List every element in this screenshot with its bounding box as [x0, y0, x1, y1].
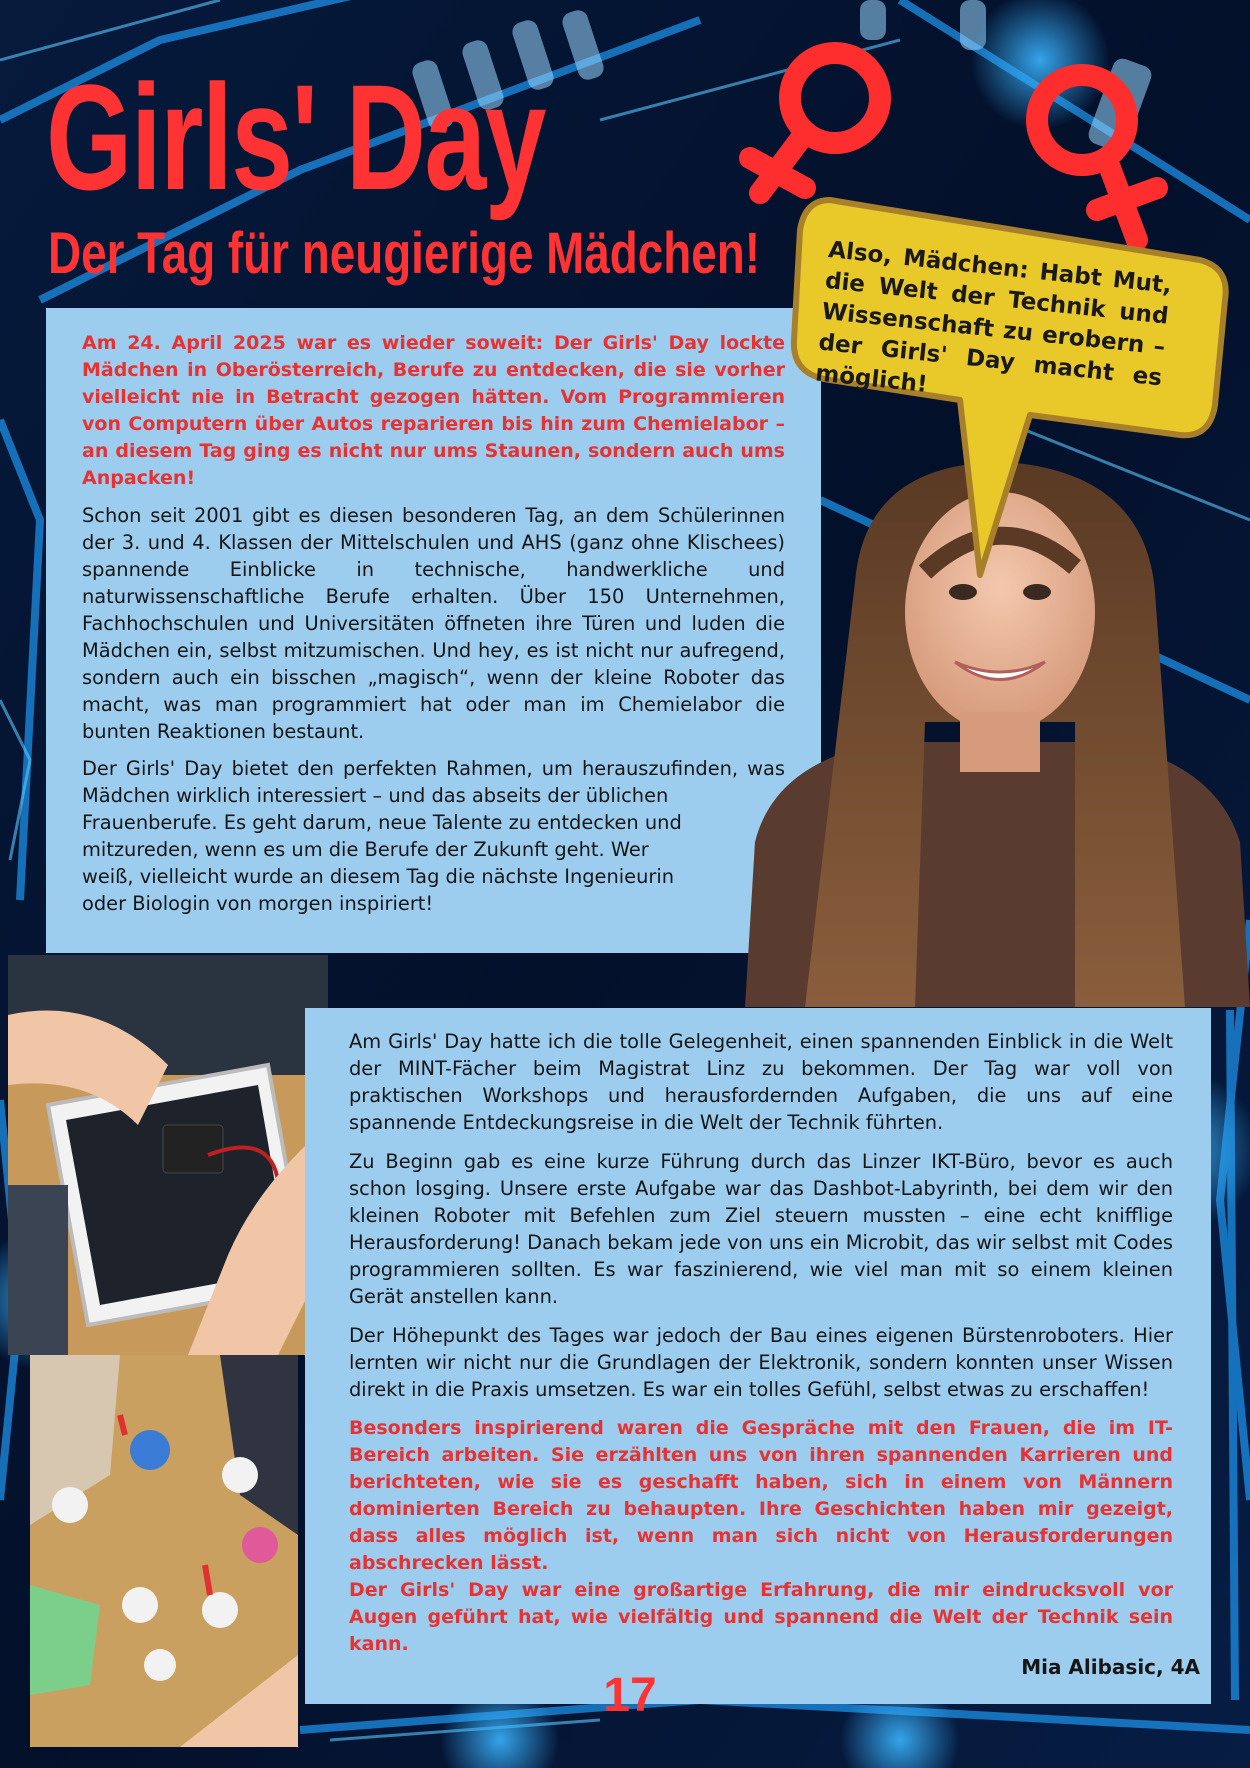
- intro-paragraph: Der Girls' Day bietet den perfekten Rahmen, um herauszufinden, was Mädchen wirklich interessiert – und das abseits der üblichen: [82, 757, 785, 807]
- speech-bubble-text: Also, Mädchen: Habt Mut, die Welt der Technik und Wissenschaft zu erobern – der Girls' Day macht es möglich!: [814, 236, 1173, 398]
- intro-paragraph: Frauenberufe. Es geht darum, neue Talente zu entdecken und mitzureden, wenn es um die Berufe der Zukunft geht. Wer weiß, vielleicht wurde an diesem Tag die nächste Ingenieurin oder Biologin von morgen inspiriert!: [82, 811, 682, 915]
- intro-paragraph: Schon seit 2001 gibt es diesen besonderen Tag, an dem Schülerinnen der 3. und 4. Klassen der Mittelschulen und AHS (ganz ohne Klischees) spannende Einblicke in technische, handwerkliche und naturwissenschaftliche Berufe erhalten. Über 150 Unternehmen, Fachhochschulen und Universitäten öffneten ihre Türen und luden die Mädchen ein, selbst mitzumischen. Und hey, es ist nicht nur aufregend, sondern auch ein bisschen „magisch“, wenn der kleine Roboter das macht, was man programmiert hat oder man im Chemielabor die bunten Reaktionen bestaunt.: [82, 504, 785, 743]
- report-paragraph: Zu Beginn gab es eine kurze Führung durch das Linzer IKT-Büro, bevor es auch schon losging. Unsere erste Aufgabe war das Dashbot-Labyrinth, bei dem wir den kleinen Roboter mit Befehlen zum Ziel steuern mussten – eine echt knifflige Herausforderung! Danach bekam jede von uns ein Microbit, das wir selbst mit Codes programmieren sollten. Es war faszinierend, wie viel man mit so einem kleinen Gerät anstellen kann.: [349, 1150, 1173, 1308]
- brush-robots-photo: [30, 1355, 298, 1747]
- page-number: 17: [603, 1669, 657, 1722]
- intro-text-box: [46, 308, 821, 953]
- report-paragraph: Am Girls' Day hatte ich die tolle Gelegenheit, einen spannenden Einblick in die Welt der MINT-Fächer beim Magistrat Linz zu bekommen. Der Tag war voll von praktischen Workshops und herausfordernden Aufgaben, die uns auf eine spannende Entdeckungsreise in die Welt der Technik führten.: [349, 1030, 1173, 1134]
- report-paragraph: Der Höhepunkt des Tages war jedoch der Bau eines eigenen Bürstenroboters. Hier lernten wir nicht nur die Grundlagen der Elektronik, sondern konnten unser Wissen direkt in die Praxis umsetzen. Es war ein tolles Gefühl, selbst etwas zu erschaffen!: [349, 1324, 1173, 1401]
- page-title: Girls' Day: [46, 53, 546, 221]
- report-highlight: Besonders inspirierend waren die Gespräche mit den Frauen, die im IT-Bereich arbeiten. Sie erzählten uns von ihren spannenden Karrieren und berichteten, wie sie es geschafft haben, sich in einem von Männern dominierten Bereich zu behaupten. Ihre Geschichten haben mir gezeigt, dass alles möglich ist, wenn man sich nicht von Herausforderungen abschrecken lässt.: [349, 1417, 1173, 1574]
- report-text-box: [305, 1008, 1211, 1704]
- report-highlight: Der Girls' Day war eine großartige Erfahrung, die mir eindrucksvoll vor Augen geführt hat, wie vielfältig und spannend die Welt der Technik sein kann.: [349, 1579, 1173, 1655]
- intro-lead: Am 24. April 2025 war es wieder soweit: Der Girls' Day lockte Mädchen in Oberösterreich, Berufe zu entdecken, die sie vorher vielleicht nie in Betracht gezogen hätten. Vom Programmieren von Computern über Autos reparieren bis hin zum Chemielabor – an diesem Tag ging es nicht nur ums Staunen, sondern auch ums Anpacken!: [82, 332, 785, 489]
- author-credit: Mia Alibasic, 4A: [1021, 1655, 1200, 1679]
- microbit-tablet-photo: [8, 955, 328, 1355]
- page-subtitle: Der Tag für neugierige Mädchen!: [48, 221, 760, 286]
